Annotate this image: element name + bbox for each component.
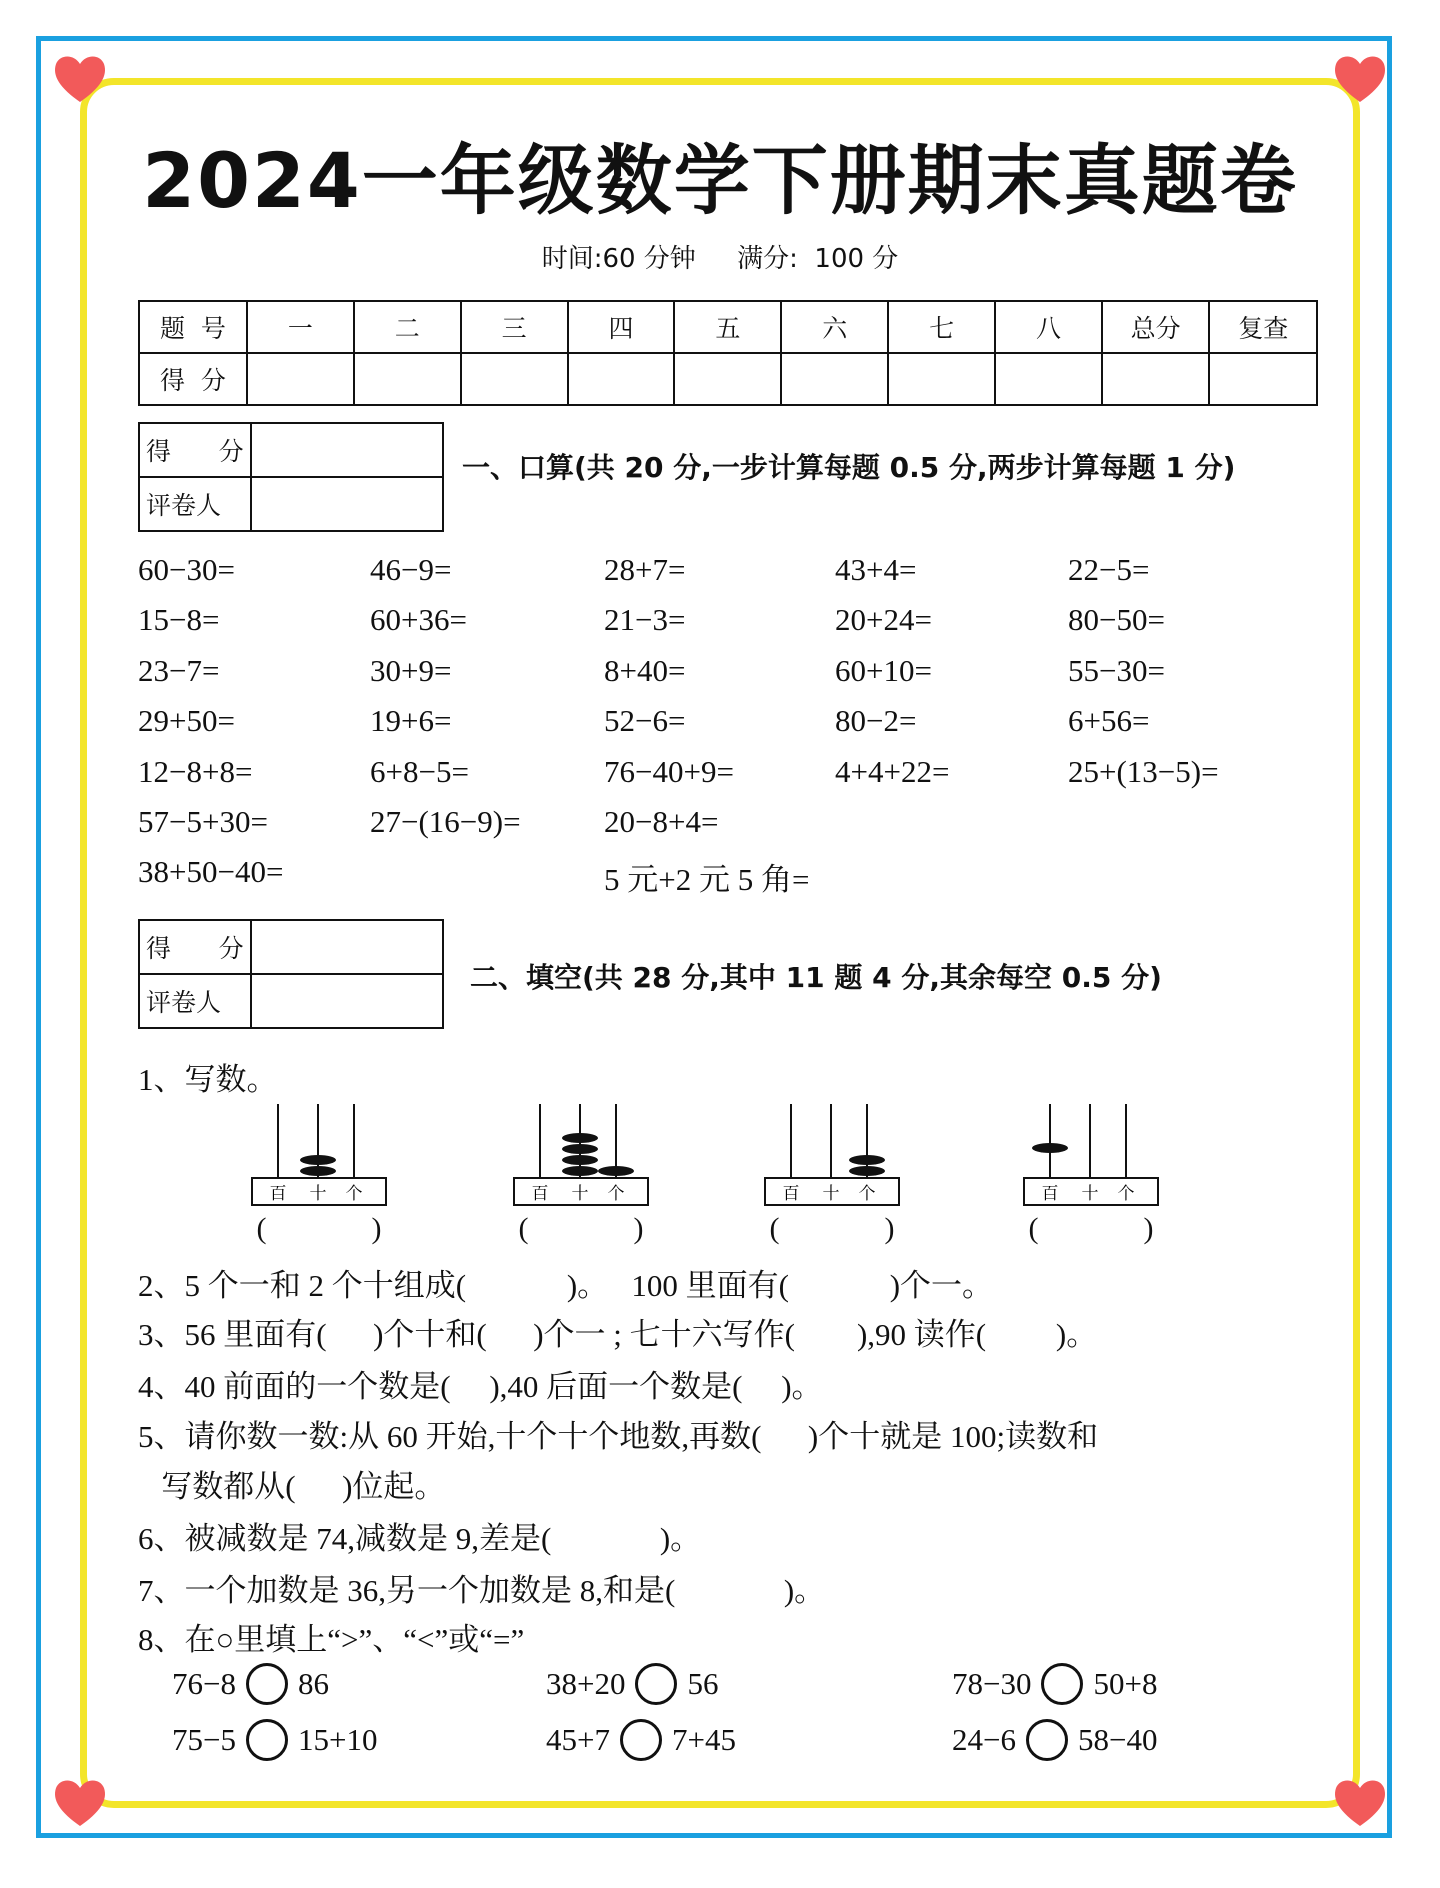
section2-heading: 二、填空(共 28 分,其中 11 题 4 分,其余每空 0.5 分) bbox=[470, 961, 1162, 994]
question-line: 8、在○里填上“>”、“<”或“=” bbox=[138, 1622, 525, 1657]
abacus-place-label: 百 bbox=[782, 1184, 800, 1204]
grader-box-1 bbox=[138, 422, 444, 532]
compare-left: 75−5 bbox=[172, 1722, 236, 1757]
abacus-place-label: 百 bbox=[1041, 1184, 1059, 1204]
abacus-place-label: 十 bbox=[1081, 1184, 1099, 1204]
answer-circle[interactable] bbox=[620, 1719, 662, 1761]
compare-item bbox=[546, 1663, 718, 1705]
calc-problem: 20+24= bbox=[835, 602, 932, 638]
question-line: 5、请你数一数:从 60 开始,十个十个地数,再数( )个十就是 100;读数和 bbox=[138, 1419, 1099, 1454]
calc-problem: 19+6= bbox=[370, 703, 452, 739]
question-line: 6、被减数是 74,减数是 9,差是( )。 bbox=[138, 1521, 702, 1556]
score-header-cell: 总分 bbox=[1102, 301, 1210, 353]
heart-icon bbox=[1330, 48, 1390, 108]
compare-item bbox=[172, 1719, 377, 1761]
grader-label: 评卷人 bbox=[139, 477, 251, 531]
calc-problem: 21−3= bbox=[604, 602, 686, 638]
calc-problem: 55−30= bbox=[1068, 652, 1165, 688]
score-header-cell: 二 bbox=[354, 301, 461, 353]
compare-right: 7+45 bbox=[671, 1722, 736, 1757]
score-entry-cell[interactable] bbox=[568, 353, 675, 405]
calc-problem: 57−5+30= bbox=[138, 804, 268, 839]
score-header-cell: 三 bbox=[461, 301, 568, 353]
score-label: 得 分 bbox=[139, 423, 251, 477]
answer-blank[interactable]: ( ) bbox=[1028, 1212, 1154, 1245]
compare-item bbox=[172, 1663, 329, 1705]
grader-cell[interactable] bbox=[251, 974, 443, 1028]
compare-right: 50+8 bbox=[1093, 1666, 1158, 1701]
answer-circle[interactable] bbox=[246, 1663, 288, 1705]
calc-problem: 30+9= bbox=[370, 652, 452, 688]
score-table-row bbox=[139, 353, 1317, 405]
abacus bbox=[762, 1100, 902, 1210]
compare-right: 15+10 bbox=[297, 1722, 378, 1757]
score-header-cell: 四 bbox=[568, 301, 675, 353]
compare-right: 86 bbox=[297, 1666, 329, 1701]
heart-icon bbox=[50, 1772, 110, 1832]
score-header-cell: 六 bbox=[781, 301, 888, 353]
answer-circle[interactable] bbox=[635, 1663, 677, 1705]
exam-info: 时间:60 分钟 满分: 100 分 bbox=[541, 244, 899, 274]
abacus-bead bbox=[849, 1155, 885, 1165]
abacus-bead bbox=[562, 1133, 598, 1143]
abacus-bead bbox=[562, 1155, 598, 1165]
calc-problem: 22−5= bbox=[1068, 552, 1150, 587]
score-label: 得 分 bbox=[139, 920, 251, 974]
calc-problem: 38+50−40= bbox=[138, 854, 284, 890]
score-cell[interactable] bbox=[251, 920, 443, 974]
compare-right: 58−40 bbox=[1077, 1722, 1158, 1757]
section1-heading: 一、口算(共 20 分,一步计算每题 0.5 分,两步计算每题 1 分) bbox=[462, 451, 1236, 484]
abacus-place-label: 个 bbox=[1117, 1184, 1135, 1204]
grader-cell[interactable] bbox=[251, 477, 443, 531]
abacus-place-label: 百 bbox=[531, 1184, 549, 1204]
question-line: 3、56 里面有( )个十和( )个一 ; 七十六写作( ),90 读作( )。 bbox=[138, 1317, 1098, 1352]
abacus-bead bbox=[598, 1166, 634, 1176]
page-title: 2024一年级数学下册期末真题卷 bbox=[142, 136, 1298, 225]
calc-problem: 76−40+9= bbox=[604, 753, 734, 789]
calc-problem: 23−7= bbox=[138, 652, 220, 688]
question-line: 写数都从( )位起。 bbox=[138, 1469, 446, 1504]
calc-problem: 6+56= bbox=[1068, 703, 1150, 739]
answer-blank[interactable]: ( ) bbox=[256, 1212, 382, 1245]
abacus-place-label: 十 bbox=[309, 1184, 327, 1204]
abacus-place-label: 十 bbox=[822, 1184, 840, 1204]
abacus-place-label: 十 bbox=[571, 1184, 589, 1204]
compare-left: 45+7 bbox=[546, 1722, 610, 1757]
calc-problem: 28+7= bbox=[604, 552, 686, 587]
abacus-bead bbox=[849, 1166, 885, 1176]
score-entry-cell[interactable] bbox=[354, 353, 461, 405]
abacus bbox=[511, 1100, 651, 1210]
compare-left: 78−30 bbox=[952, 1666, 1032, 1701]
score-entry-cell[interactable] bbox=[1102, 353, 1210, 405]
calc-problem: 29+50= bbox=[138, 703, 235, 739]
abacus-bead bbox=[562, 1144, 598, 1154]
question-line: 4、40 前面的一个数是( ),40 后面一个数是( )。 bbox=[138, 1369, 823, 1404]
answer-blank[interactable]: ( ) bbox=[769, 1212, 895, 1245]
calc-problem: 6+8−5= bbox=[370, 753, 469, 789]
calc-problem: 15−8= bbox=[138, 602, 220, 638]
calc-problem: 52−6= bbox=[604, 703, 686, 739]
calc-problem: 80−50= bbox=[1068, 602, 1165, 638]
score-header-cell: 一 bbox=[247, 301, 354, 353]
answer-blank[interactable]: ( ) bbox=[518, 1212, 644, 1245]
score-entry-cell[interactable] bbox=[674, 353, 781, 405]
abacus-place-label: 个 bbox=[607, 1184, 625, 1204]
abacus-place-label: 个 bbox=[345, 1184, 363, 1204]
calc-problem: 25+(13−5)= bbox=[1068, 753, 1219, 789]
compare-left: 24−6 bbox=[952, 1722, 1016, 1757]
calc-problem: 80−2= bbox=[835, 703, 917, 739]
score-entry-cell[interactable] bbox=[1209, 353, 1317, 405]
abacus-bead bbox=[562, 1166, 598, 1176]
calc-problem: 27−(16−9)= bbox=[370, 804, 521, 839]
heart-icon bbox=[50, 48, 110, 108]
abacus-place-label: 个 bbox=[858, 1184, 876, 1204]
abacus-bead bbox=[300, 1166, 336, 1176]
compare-item bbox=[952, 1719, 1157, 1761]
abacus-bead bbox=[1032, 1143, 1068, 1153]
calc-problem: 60+36= bbox=[370, 602, 467, 638]
calc-problem: 4+4+22= bbox=[835, 753, 950, 789]
score-header-cell: 七 bbox=[888, 301, 995, 353]
abacus-place-label: 百 bbox=[269, 1184, 287, 1204]
question-line: 7、一个加数是 36,另一个加数是 8,和是( )。 bbox=[138, 1573, 826, 1608]
question-1: 1、写数。 bbox=[138, 1062, 278, 1097]
score-cell[interactable] bbox=[251, 423, 443, 477]
compare-right: 56 bbox=[687, 1666, 719, 1701]
calc-problem: 43+4= bbox=[835, 552, 917, 587]
compare-item bbox=[546, 1719, 736, 1761]
score-entry-cell[interactable] bbox=[781, 353, 888, 405]
score-header-cell: 八 bbox=[995, 301, 1102, 353]
calc-problem: 5 元+2 元 5 角= bbox=[604, 862, 810, 898]
answer-circle[interactable] bbox=[1026, 1719, 1068, 1761]
calc-problem: 12−8+8= bbox=[138, 753, 253, 789]
abacus bbox=[1021, 1100, 1161, 1210]
score-entry-cell[interactable] bbox=[247, 353, 354, 405]
score-row-label: 得 分 bbox=[139, 353, 247, 405]
calc-problem: 60−30= bbox=[138, 552, 235, 587]
score-entry-cell[interactable] bbox=[995, 353, 1102, 405]
score-entry-cell[interactable] bbox=[461, 353, 568, 405]
compare-item bbox=[952, 1663, 1157, 1705]
calc-problem: 20−8+4= bbox=[604, 804, 719, 839]
score-header-cell: 五 bbox=[674, 301, 781, 353]
calc-problem: 46−9= bbox=[370, 552, 452, 587]
score-header-cell: 复查 bbox=[1209, 301, 1317, 353]
compare-left: 38+20 bbox=[546, 1666, 626, 1701]
compare-left: 76−8 bbox=[172, 1666, 236, 1701]
calc-problem: 8+40= bbox=[604, 652, 686, 688]
score-table-header bbox=[139, 301, 1317, 353]
score-table bbox=[138, 300, 1318, 406]
question-line: 2、5 个一和 2 个十组成( )。 100 里面有( )个一。 bbox=[138, 1268, 994, 1303]
calc-problem: 60+10= bbox=[835, 652, 932, 688]
answer-circle[interactable] bbox=[1041, 1663, 1083, 1705]
abacus bbox=[249, 1100, 389, 1210]
score-header-cell: 题 号 bbox=[139, 301, 247, 353]
grader-box-2 bbox=[138, 919, 444, 1029]
grader-label: 评卷人 bbox=[139, 974, 251, 1028]
heart-icon bbox=[1330, 1772, 1390, 1832]
score-entry-cell[interactable] bbox=[888, 353, 995, 405]
answer-circle[interactable] bbox=[246, 1719, 288, 1761]
abacus-bead bbox=[300, 1155, 336, 1165]
